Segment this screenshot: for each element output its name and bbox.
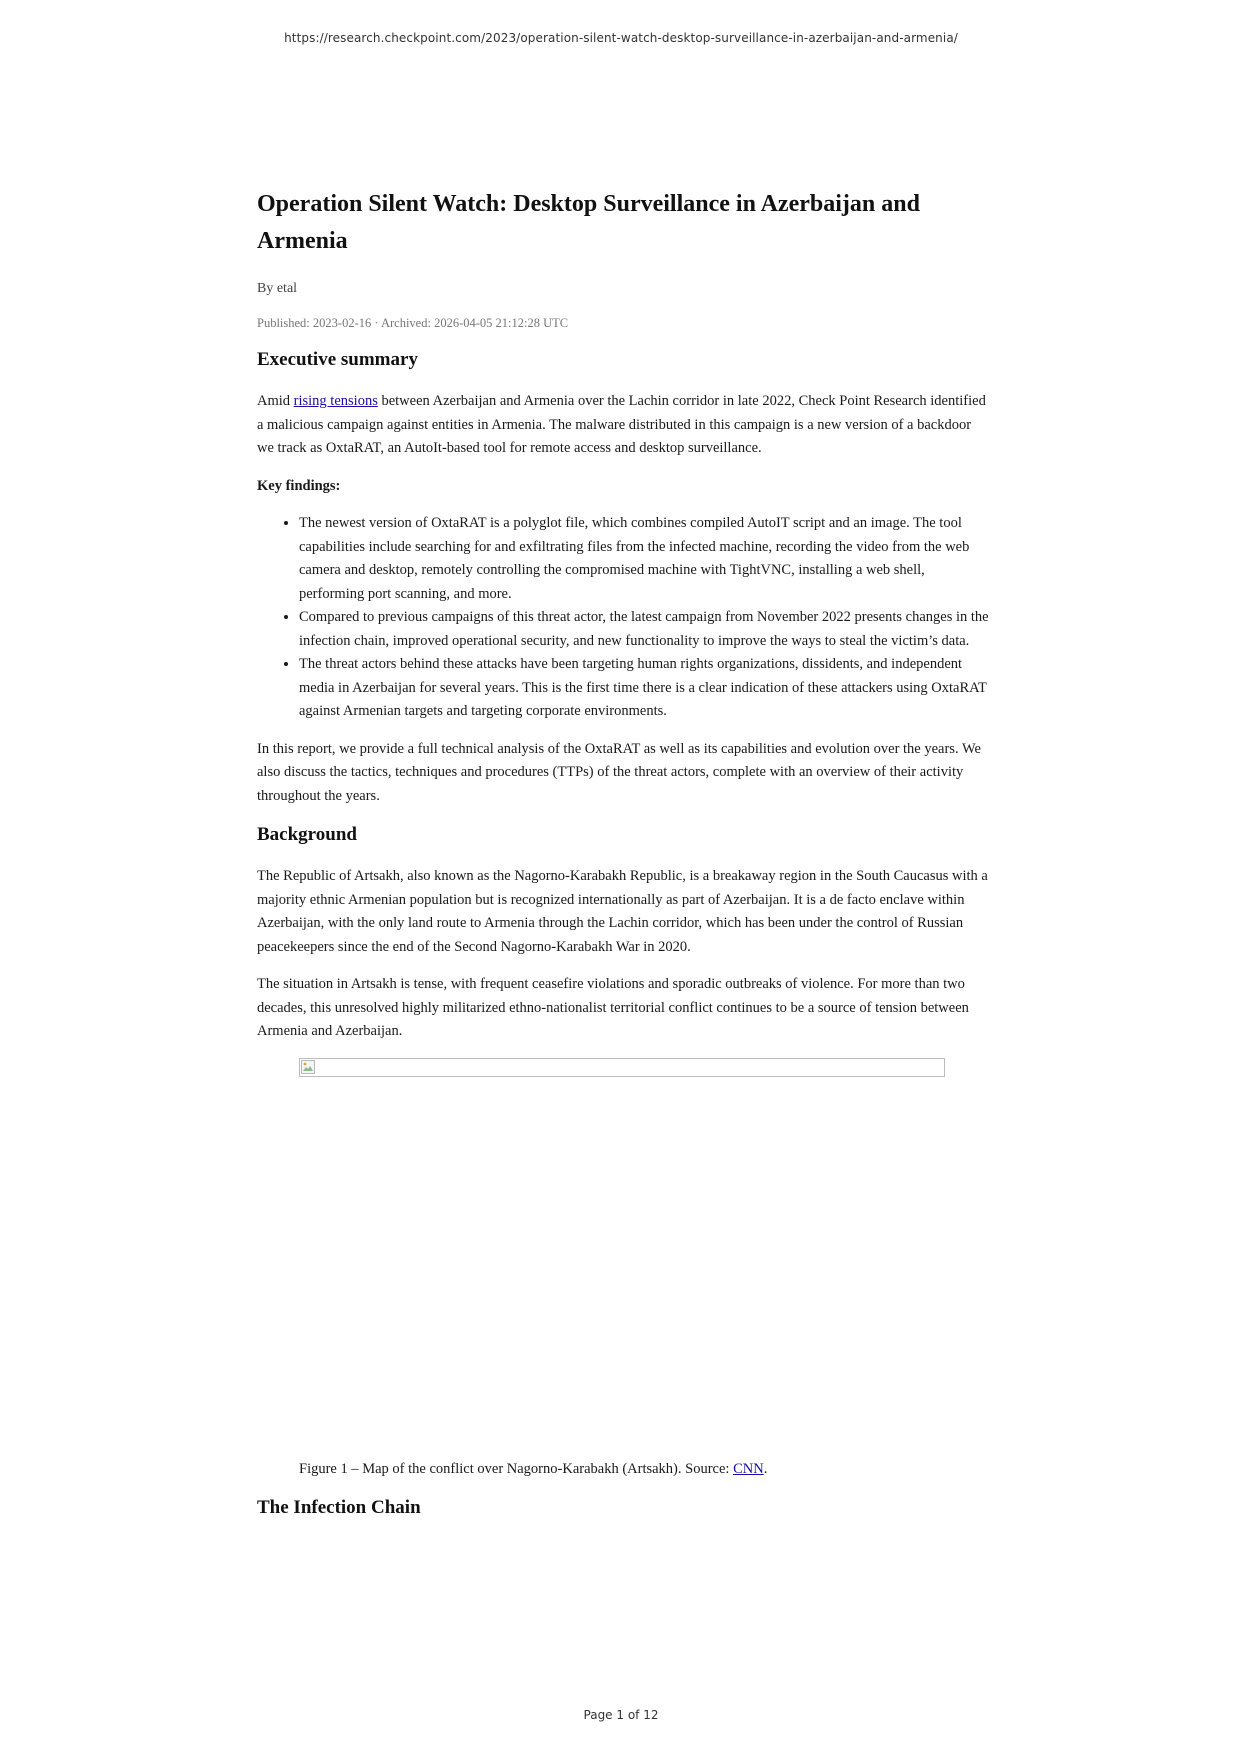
caption-text-after: .	[763, 1460, 768, 1477]
page-url-header: https://research.checkpoint.com/2023/operation-silent-watch-desktop-surveillance-in-azerbaijan-and-armenia/	[284, 31, 958, 45]
article-content	[257, 186, 990, 1538]
report-overview-paragraph: In this report, we provide a full technical analysis of the OxtaRAT as well as its capabilities and evolution over the years. We also discuss the tactics, techniques and procedures (TTPs) of the threat actors, complete with an overview of their activity throughout the years.	[257, 740, 981, 804]
intro-text-before: Amid	[257, 393, 294, 409]
list-item: • The threat actors behind these attacks have been targeting human rights organizations, dissidents, and independent media in Azerbaijan for several years. This is the first time there is a clear indication of these attackers using OxtaRAT against Armenian targets and targeting corporate environments.	[299, 653, 990, 724]
background-paragraph-1: The Republic of Artsakh, also known as the Nagorno-Karabakh Republic, is a breakaway region in the South Caucasus with a majority ethnic Armenian population but is recognized internationally as part of Azerbaijan. It is a de facto enclave within Azerbaijan, with the only land route to Armenia through the Lachin corridor, which has been under the control of Russian peacekeepers since the end of the Second Nagorno-Karabakh War in 2020.	[257, 868, 988, 955]
list-item: • Compared to previous campaigns of this threat actor, the latest campaign from November 2022 presents changes in the infection chain, improved operational security, and new functionality to improve the ways to steal the victim’s data.	[299, 606, 990, 653]
background-paragraph-2: The situation in Artsakh is tense, with frequent ceasefire violations and sporadic outbreaks of violence. For more than two decades, this unresolved highly militarized ethno-nationalist territorial conflict continues to be a source of tension between Armenia and Azerbaijan.	[257, 976, 969, 1039]
executive-summary-intro	[257, 390, 990, 461]
article-byline: By etal	[257, 281, 298, 296]
figure-1	[299, 1058, 945, 1482]
rising-tensions-link[interactable]: rising tensions	[293, 393, 378, 409]
intro-text-after: between Azerbaijan and Armenia over the Lachin corridor in late 2022, Check Point Research identified a malicious campaign against entities in Armenia. The malware distributed in this campaign is a new version of a backdoor we track as OxtaRAT, an AutoIt-based tool for remote access and desktop surveillance.	[257, 393, 986, 456]
section-heading-infection-chain: The Infection Chain	[257, 1497, 421, 1518]
section-heading-executive-summary: Executive summary	[257, 349, 418, 370]
figure-caption	[299, 1458, 945, 1482]
figure-spacer	[299, 1077, 945, 1458]
key-findings-label: Key findings:	[257, 477, 341, 494]
broken-image-placeholder	[299, 1058, 945, 1077]
caption-text-before: Figure 1 – Map of the conflict over Nagorno-Karabakh (Artsakh). Source:	[299, 1460, 734, 1477]
page-number: Page 1 of 12	[583, 1708, 659, 1722]
article-meta: Published: 2023-02-16 · Archived: 2026-04-05 21:12:28 UTC	[257, 316, 569, 330]
section-heading-background: Background	[257, 824, 357, 845]
cnn-source-link[interactable]: CNN	[733, 1460, 764, 1477]
key-findings-list	[257, 512, 990, 724]
broken-image-icon	[301, 1060, 315, 1074]
list-item: • The newest version of OxtaRAT is a polyglot file, which combines compiled AutoIT script and an image. The tool capabilities include searching for and exfiltrating files from the infected machine, recording the video from the web camera and desktop, remotely controlling the compromised machine with TightVNC, installing a web shell, performing port scanning, and more.	[299, 512, 990, 606]
article-title: Operation Silent Watch: Desktop Surveillance in Azerbaijan and Armenia	[257, 191, 920, 254]
